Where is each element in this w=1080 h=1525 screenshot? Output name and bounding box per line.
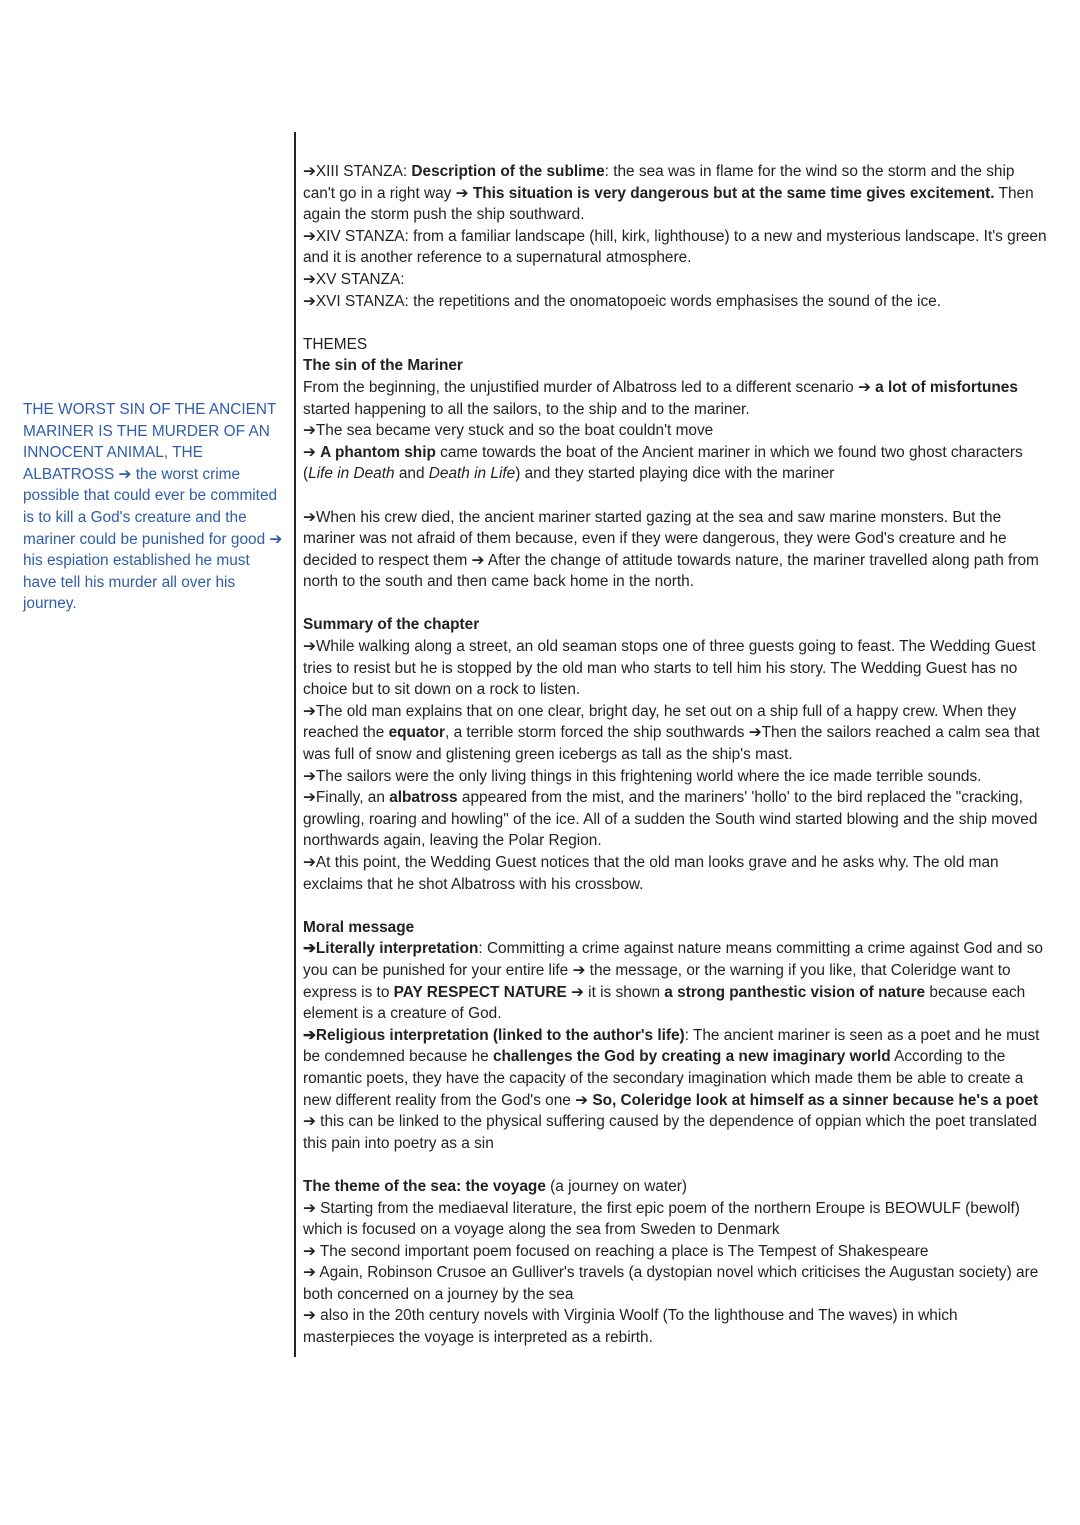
sea-paragraph-4: ➔ also in the 20th century novels with Virginia Woolf (To the lighthouse and The waves) in which masterpieces the voyage is interpreted as a rebirth. [303, 1307, 958, 1347]
margin-divider [294, 132, 296, 1357]
sea-paragraph-2: ➔ The second important poem focused on reaching a place is The Tempest of Shakespeare [303, 1242, 929, 1260]
sea-title: The theme of the sea: the voyage (a journey on water) [303, 1177, 688, 1195]
moral-religious: ➔Religious interpretation (linked to the author's life): The ancient mariner is seen as a poet and he must be condemned because he challenges the God by creating a new imaginary world According to the romantic poets, they have the capacity of the secondary imagination which made them be able to create a new different reality from the God's one ➔ So, Coleridge look at himself as a sinner because he's a poet ➔ this can be linked to the physical suffering caused by the dependence of oppian which the poet translated this pain into poetry as a sin [303, 1026, 1040, 1152]
sin-paragraph-2: ➔The sea became very stuck and so the boat couldn't move [303, 422, 714, 440]
summary-paragraph-3: ➔The sailors were the only living things in this frightening world where the ice made terrible sounds. [303, 767, 982, 785]
sin-paragraph-3: ➔ A phantom ship came towards the boat of the Ancient mariner in which we found two ghost characters (Life in Death and Death in Life) and they started playing dice with the mariner [303, 443, 1023, 483]
summary-paragraph-5: ➔At this point, the Wedding Guest notices that the old man looks grave and he asks why. The old man exclaims that he shot Albatross with his crossbow. [303, 854, 999, 893]
moral-literal: ➔Literally interpretation: Committing a crime against nature means committing a crime against God and so you can be punished for your entire life ➔ the message, or the warning if you like, that Coleridge want to express is to PAY RESPECT NATURE ➔ it is shown a strong panthestic vision of nature because each element is a creature of God. [303, 940, 1043, 1023]
summary-paragraph-4: ➔Finally, an albatross appeared from the mist, and the mariners' 'hollo' to the bird replaced the "cracking, growling, roaring and howling" of the ice. All of a sudden the South wind started blowing and the ship moved northwards again, leaving the Polar Region. [303, 789, 1038, 850]
sea-paragraph-1: ➔ Starting from the mediaeval literature, the first epic poem of the northern Eroupe is BEOWULF (bewolf) which is focused on a voyage along the sea from Sweden to Denmark [303, 1199, 1020, 1239]
margin-note [23, 399, 283, 615]
themes-heading: THEMES [303, 335, 368, 353]
stanza-16: ➔XVI STANZA: the repetitions and the onomatopoeic words emphasises the sound of the ice. [303, 292, 941, 310]
summary-paragraph-1: ➔While walking along a street, an old seaman stops one of three guests going to feast. The Wedding Guest tries to resist but he is stopped by the old man who starts to tell him his story. The Wedding Guest has no choice but to sit down on a rock to listen. [303, 638, 1036, 699]
sin-paragraph-4: ➔When his crew died, the ancient mariner started gazing at the sea and saw marine monsters. But the mariner was not afraid of them because, even if they were dangerous, they were God's creature and he decided to respect them ➔ After the change of attitude towards nature, the mariner travelled along path from north to the south and then came back home in the north. [303, 508, 1039, 591]
sin-paragraph-1: From the beginning, the unjustified murder of Albatross led to a different scenario ➔ a lot of misfortunes started happening to all the sailors, to the ship and to the mariner. [303, 378, 1018, 418]
margin-note-text: the worst crime possible that could ever be commited is to kill a God's creature and the mariner could be punished for good ➔ his espiation established he must have tell his murder all over his journey. [23, 465, 283, 613]
sea-paragraph-3: ➔ Again, Robinson Crusoe an Gulliver's travels (a dystopian novel which criticises the Augustan society) are both concerned on a journey by the sea [303, 1264, 1039, 1303]
summary-title: Summary of the chapter [303, 616, 480, 634]
stanza-13: ➔XIII STANZA: Description of the sublime: the sea was in flame for the wind so the storm and the ship can't go in a right way ➔ This situation is very dangerous but at the same time gives excitement. Then again the storm push the ship southward. [303, 163, 1034, 224]
summary-paragraph-2: ➔The old man explains that on one clear, bright day, he set out on a ship full of a happy crew. When they reached the equator, a terrible storm forced the ship southwards ➔Then the sailors reached a calm sea that was full of snow and glistening green icebergs as tall as the ship's mast. [303, 702, 1040, 764]
stanza-14: ➔XIV STANZA: from a familiar landscape (hill, kirk, lighthouse) to a new and mysterious landscape. It's green and it is another reference to a supernatural atmosphere. [303, 227, 1047, 267]
stanza-15: ➔XV STANZA: [303, 270, 405, 288]
moral-title: Moral message [303, 918, 415, 936]
sin-title: The sin of the Mariner [303, 357, 463, 375]
main-notes [303, 161, 1048, 1349]
margin-note-caps: THE WORST SIN OF THE ANCIENT MARINER IS THE MURDER OF AN INNOCENT ANIMAL, THE ALBATROSS ➔ [23, 401, 277, 483]
